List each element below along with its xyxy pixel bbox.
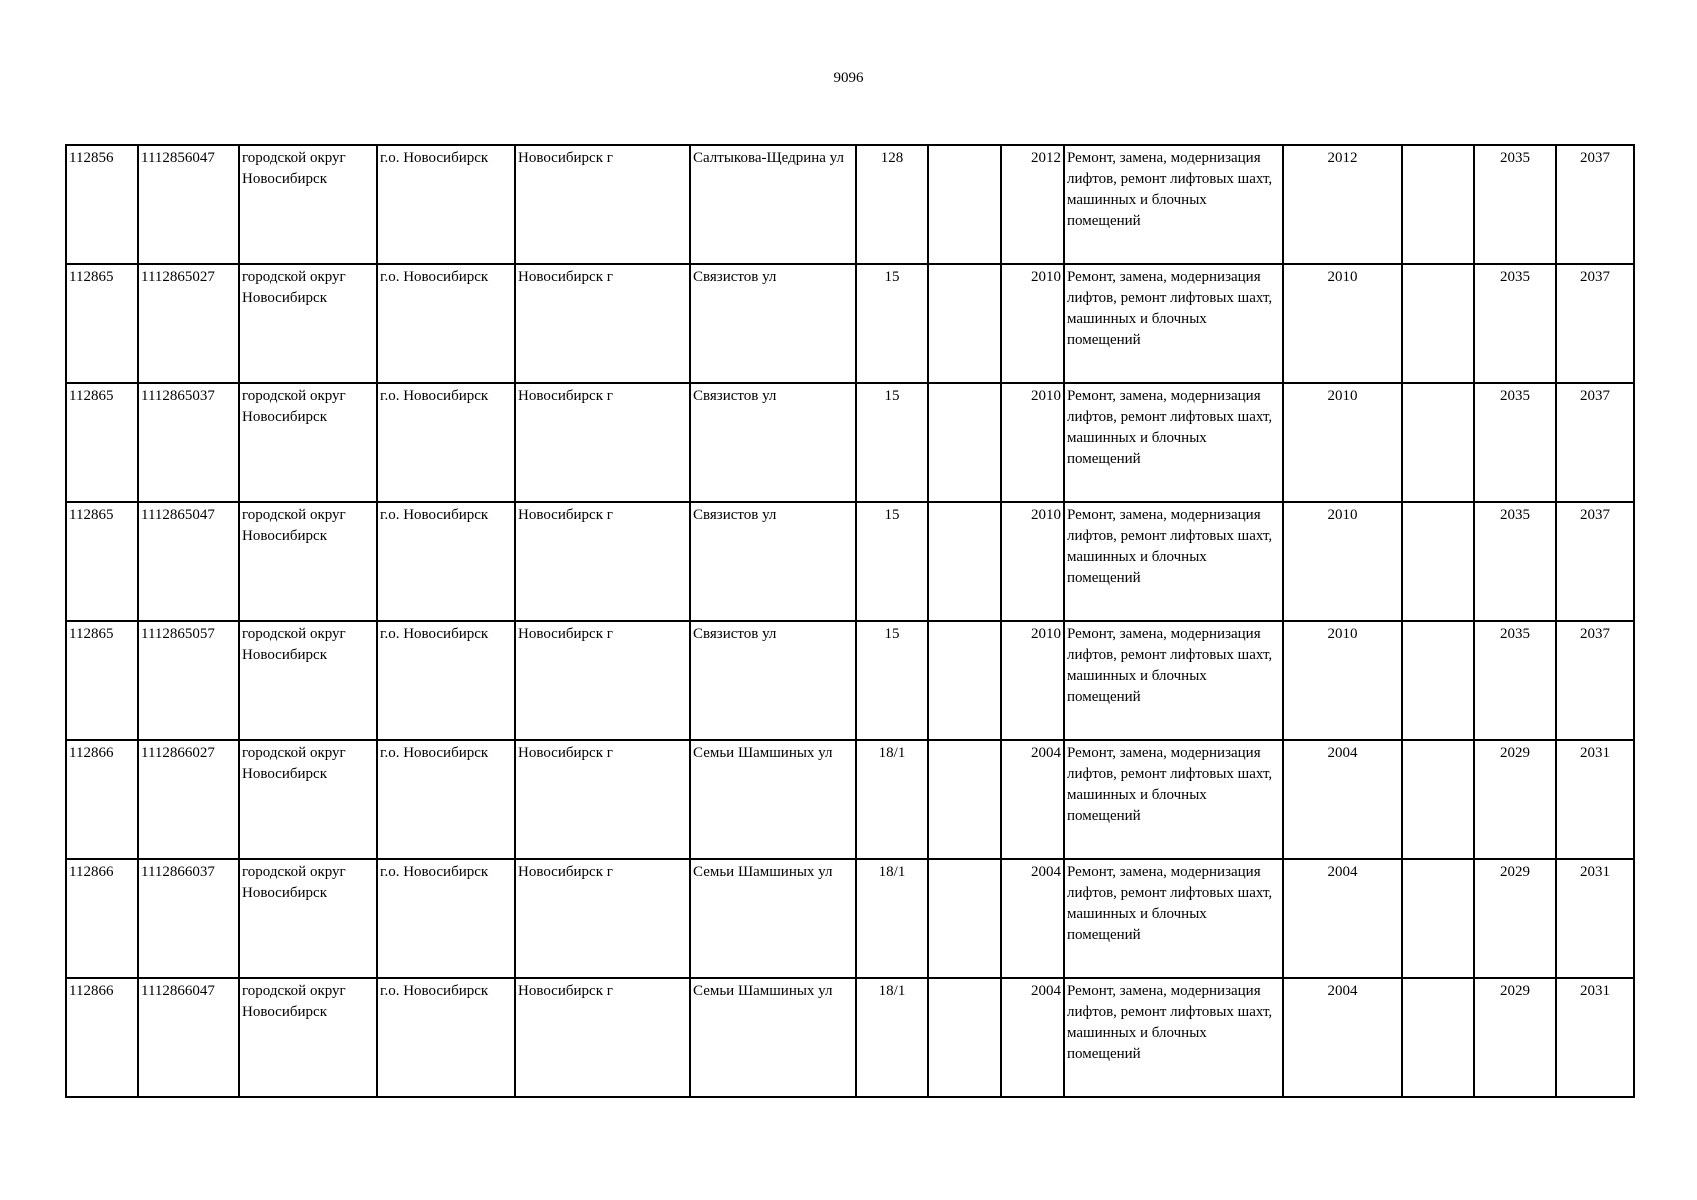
cell-year2: 2010 <box>1283 621 1402 740</box>
cell-end: 2037 <box>1556 383 1634 502</box>
table-row <box>66 502 1634 621</box>
cell-empty <box>1402 502 1474 621</box>
cell-empty <box>1402 740 1474 859</box>
cell-go: г.о. Новосибирск <box>377 740 515 859</box>
page-number: 9096 <box>833 70 864 86</box>
cell-code: 1112865047 <box>138 502 239 621</box>
cell-city: Новосибирск г <box>515 740 690 859</box>
table-row <box>66 264 1634 383</box>
cell-id: 112866 <box>66 740 138 859</box>
cell-street: Связистов ул <box>690 383 856 502</box>
cell-work: Ремонт, замена, модернизация лифтов, ремонт лифтовых шахт, машинных и блочных помещений <box>1064 383 1283 502</box>
table-row <box>66 859 1634 978</box>
cell-corp <box>928 145 1001 264</box>
cell-id: 112865 <box>66 621 138 740</box>
cell-code: 1112865057 <box>138 621 239 740</box>
cell-house: 15 <box>856 621 928 740</box>
cell-start: 2035 <box>1474 264 1556 383</box>
cell-year: 2010 <box>1001 621 1064 740</box>
cell-empty <box>1402 383 1474 502</box>
cell-district: городской округ Новосибирск <box>239 145 377 264</box>
cell-go: г.о. Новосибирск <box>377 145 515 264</box>
cell-start: 2035 <box>1474 145 1556 264</box>
cell-code: 1112866037 <box>138 859 239 978</box>
cell-code: 1112866027 <box>138 740 239 859</box>
cell-go: г.о. Новосибирск <box>377 502 515 621</box>
cell-district: городской округ Новосибирск <box>239 383 377 502</box>
cell-city: Новосибирск г <box>515 978 690 1097</box>
cell-go: г.о. Новосибирск <box>377 264 515 383</box>
cell-corp <box>928 383 1001 502</box>
cell-go: г.о. Новосибирск <box>377 859 515 978</box>
cell-city: Новосибирск г <box>515 383 690 502</box>
cell-house: 18/1 <box>856 978 928 1097</box>
cell-corp <box>928 264 1001 383</box>
cell-year2: 2010 <box>1283 264 1402 383</box>
table-row <box>66 621 1634 740</box>
cell-code: 1112866047 <box>138 978 239 1097</box>
cell-city: Новосибирск г <box>515 502 690 621</box>
cell-year: 2010 <box>1001 502 1064 621</box>
cell-empty <box>1402 978 1474 1097</box>
cell-go: г.о. Новосибирск <box>377 383 515 502</box>
cell-district: городской округ Новосибирск <box>239 978 377 1097</box>
cell-street: Семьи Шамшиных ул <box>690 978 856 1097</box>
cell-start: 2035 <box>1474 621 1556 740</box>
registry-table <box>65 144 1635 1098</box>
cell-district: городской округ Новосибирск <box>239 740 377 859</box>
cell-start: 2029 <box>1474 978 1556 1097</box>
cell-empty <box>1402 145 1474 264</box>
cell-work: Ремонт, замена, модернизация лифтов, ремонт лифтовых шахт, машинных и блочных помещений <box>1064 264 1283 383</box>
cell-start: 2029 <box>1474 859 1556 978</box>
cell-work: Ремонт, замена, модернизация лифтов, ремонт лифтовых шахт, машинных и блочных помещений <box>1064 859 1283 978</box>
cell-code: 1112865037 <box>138 383 239 502</box>
cell-empty <box>1402 859 1474 978</box>
table-row <box>66 740 1634 859</box>
cell-city: Новосибирск г <box>515 621 690 740</box>
cell-year: 2012 <box>1001 145 1064 264</box>
cell-district: городской округ Новосибирск <box>239 859 377 978</box>
cell-house: 18/1 <box>856 740 928 859</box>
cell-district: городской округ Новосибирск <box>239 264 377 383</box>
cell-work: Ремонт, замена, модернизация лифтов, ремонт лифтовых шахт, машинных и блочных помещений <box>1064 621 1283 740</box>
cell-house: 18/1 <box>856 859 928 978</box>
cell-district: городской округ Новосибирск <box>239 502 377 621</box>
cell-year2: 2010 <box>1283 502 1402 621</box>
cell-district: городской округ Новосибирск <box>239 621 377 740</box>
cell-id: 112856 <box>66 145 138 264</box>
cell-end: 2031 <box>1556 740 1634 859</box>
cell-work: Ремонт, замена, модернизация лифтов, ремонт лифтовых шахт, машинных и блочных помещений <box>1064 502 1283 621</box>
cell-street: Семьи Шамшиных ул <box>690 740 856 859</box>
cell-city: Новосибирск г <box>515 145 690 264</box>
cell-street: Связистов ул <box>690 502 856 621</box>
cell-city: Новосибирск г <box>515 264 690 383</box>
cell-go: г.о. Новосибирск <box>377 978 515 1097</box>
cell-id: 112865 <box>66 502 138 621</box>
cell-corp <box>928 621 1001 740</box>
cell-year: 2010 <box>1001 383 1064 502</box>
cell-year2: 2010 <box>1283 383 1402 502</box>
cell-house: 128 <box>856 145 928 264</box>
cell-year: 2004 <box>1001 978 1064 1097</box>
cell-house: 15 <box>856 383 928 502</box>
cell-end: 2037 <box>1556 264 1634 383</box>
cell-start: 2029 <box>1474 740 1556 859</box>
cell-street: Салтыкова-Щедрина ул <box>690 145 856 264</box>
table-row <box>66 145 1634 264</box>
cell-corp <box>928 978 1001 1097</box>
cell-year: 2004 <box>1001 740 1064 859</box>
cell-house: 15 <box>856 502 928 621</box>
cell-street: Связистов ул <box>690 264 856 383</box>
cell-work: Ремонт, замена, модернизация лифтов, ремонт лифтовых шахт, машинных и блочных помещений <box>1064 145 1283 264</box>
cell-year: 2004 <box>1001 859 1064 978</box>
cell-street: Семьи Шамшиных ул <box>690 859 856 978</box>
table-row <box>66 978 1634 1097</box>
cell-end: 2037 <box>1556 145 1634 264</box>
cell-empty <box>1402 621 1474 740</box>
cell-work: Ремонт, замена, модернизация лифтов, ремонт лифтовых шахт, машинных и блочных помещений <box>1064 978 1283 1097</box>
cell-year2: 2004 <box>1283 859 1402 978</box>
cell-city: Новосибирск г <box>515 859 690 978</box>
cell-corp <box>928 502 1001 621</box>
cell-go: г.о. Новосибирск <box>377 621 515 740</box>
cell-street: Связистов ул <box>690 621 856 740</box>
cell-corp <box>928 740 1001 859</box>
cell-start: 2035 <box>1474 502 1556 621</box>
cell-year: 2010 <box>1001 264 1064 383</box>
table-row <box>66 383 1634 502</box>
cell-end: 2037 <box>1556 502 1634 621</box>
cell-id: 112865 <box>66 264 138 383</box>
cell-year2: 2004 <box>1283 740 1402 859</box>
cell-work: Ремонт, замена, модернизация лифтов, ремонт лифтовых шахт, машинных и блочных помещений <box>1064 740 1283 859</box>
cell-empty <box>1402 264 1474 383</box>
cell-year2: 2004 <box>1283 978 1402 1097</box>
cell-id: 112866 <box>66 978 138 1097</box>
cell-code: 1112865027 <box>138 264 239 383</box>
cell-id: 112865 <box>66 383 138 502</box>
cell-corp <box>928 859 1001 978</box>
cell-end: 2037 <box>1556 621 1634 740</box>
cell-end: 2031 <box>1556 859 1634 978</box>
cell-id: 112866 <box>66 859 138 978</box>
cell-year2: 2012 <box>1283 145 1402 264</box>
cell-house: 15 <box>856 264 928 383</box>
cell-start: 2035 <box>1474 383 1556 502</box>
cell-code: 1112856047 <box>138 145 239 264</box>
cell-end: 2031 <box>1556 978 1634 1097</box>
